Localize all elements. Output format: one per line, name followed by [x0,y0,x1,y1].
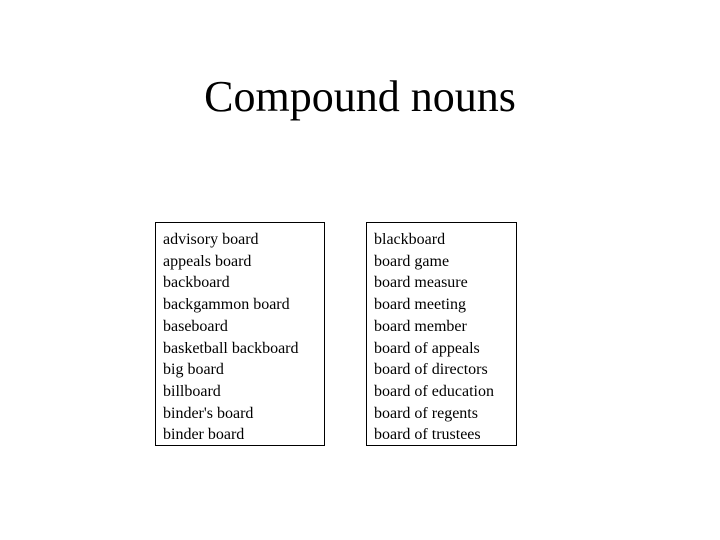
list-item: billboard [163,382,221,400]
left-word-list-box [155,222,325,446]
list-item: board of regents [374,404,478,422]
list-item: binder board [163,426,245,444]
list-item: blackboard [374,231,446,248]
list-item: advisory board [163,231,259,248]
list-item: appeals board [163,252,252,270]
list-item: basketball backboard [163,339,299,357]
right-word-list [374,229,516,446]
list-item: baseboard [163,317,228,335]
list-item: backboard [163,274,230,292]
list-item: backgammon board [163,296,290,314]
list-item: board of education [374,382,494,400]
list-item: board of appeals [374,339,480,357]
left-word-list [163,229,324,446]
slide-title: Compound nouns [204,72,516,121]
list-item: binder's board [163,404,254,422]
list-item: board meeting [374,296,466,314]
list-item: board of trustees [374,426,481,444]
list-item: board of directors [374,361,488,379]
list-item: board game [374,252,450,270]
list-item: board member [374,317,467,335]
list-item: board measure [374,274,468,292]
list-item: big board [163,361,224,379]
right-word-list-box [366,222,517,446]
